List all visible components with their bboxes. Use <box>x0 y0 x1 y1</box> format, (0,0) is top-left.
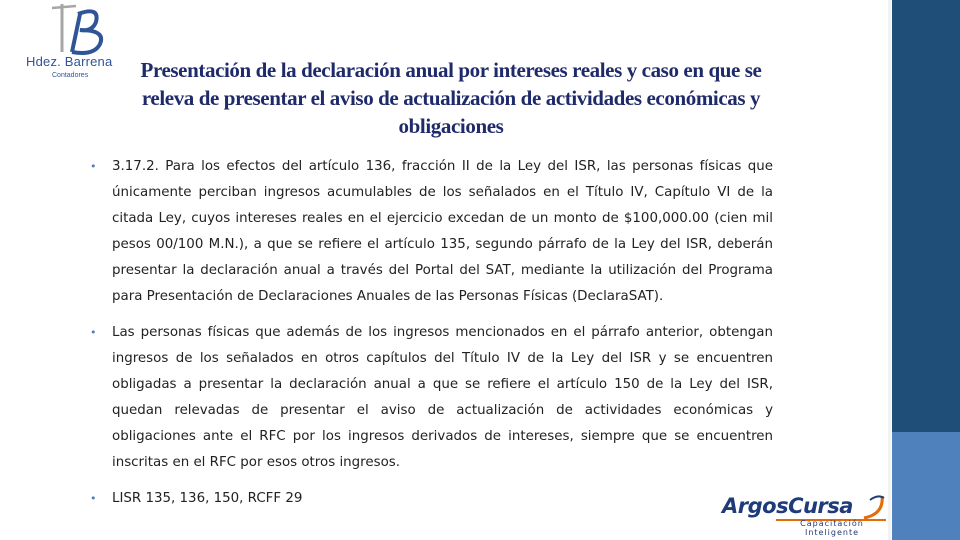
argoscursa-tagline <box>784 519 880 537</box>
bullet-text: Las personas físicas que además de los ingresos mencionados en el párrafo anterior, obtengan ingresos de los señalados en otros capítulos del Título IV de la Ley del ISR y se encuentren obligadas a presentar la declaración anual a que se refiere el artículo 150 de la Ley del ISR, quedan relevadas de presentar el aviso de actualización de actividades económicas y obligaciones ante el RFC por los ingresos derivados de intereses, siempre que se encuentren inscritas en el RFC por esos otros ingresos. <box>112 325 773 470</box>
bullet-dot-icon: • <box>90 326 97 339</box>
logo-subtitle: Contadores <box>52 72 89 79</box>
slide-body <box>90 154 773 522</box>
slide-title: Presentación de la declaración anual por intereses reales y caso en que se releva de presentar el aviso de actualización de actividades económicas y obligaciones <box>140 58 762 138</box>
argoscursa-logo <box>722 492 888 538</box>
bullet-text: 3.17.2. Para los efectos del artículo 136, fracción II de la Ley del ISR, las personas físicas que únicamente perciban ingresos acumulables de los señalados en el Título IV, Capítulo VI de la citada Ley, cuyos intereses reales en el ejercicio excedan de un monto de $100,000.00 (cien mil pesos 00/100 M.N.), a que se refiere el artículo 135, segundo párrafo de la Ley del ISR, deberán presentar la declaración anual a través del Portal del SAT, mediante la utilización del Programa para Presentación de Declaraciones Anuales de las Personas Físicas (DeclaraSAT). <box>112 159 773 304</box>
swoosh-icon <box>860 492 888 522</box>
bullet-item <box>90 320 773 476</box>
tagline-line-1: Capacitación <box>800 519 864 528</box>
sidebar-accent-light <box>892 432 960 540</box>
hdez-barrena-logo <box>22 0 142 92</box>
logo-monogram-icon <box>22 0 142 60</box>
tagline-line-2: Inteligente <box>804 528 860 537</box>
sidebar-divider <box>888 0 891 540</box>
bullet-dot-icon: • <box>90 160 97 173</box>
bullet-item <box>90 154 773 310</box>
bullet-dot-icon: • <box>90 492 97 505</box>
bullet-item <box>90 486 773 512</box>
argoscursa-name: ArgosCursa <box>722 494 853 518</box>
logo-name: Hdez. Barrena <box>26 54 113 69</box>
bullet-text: LISR 135, 136, 150, RCFF 29 <box>112 491 303 506</box>
